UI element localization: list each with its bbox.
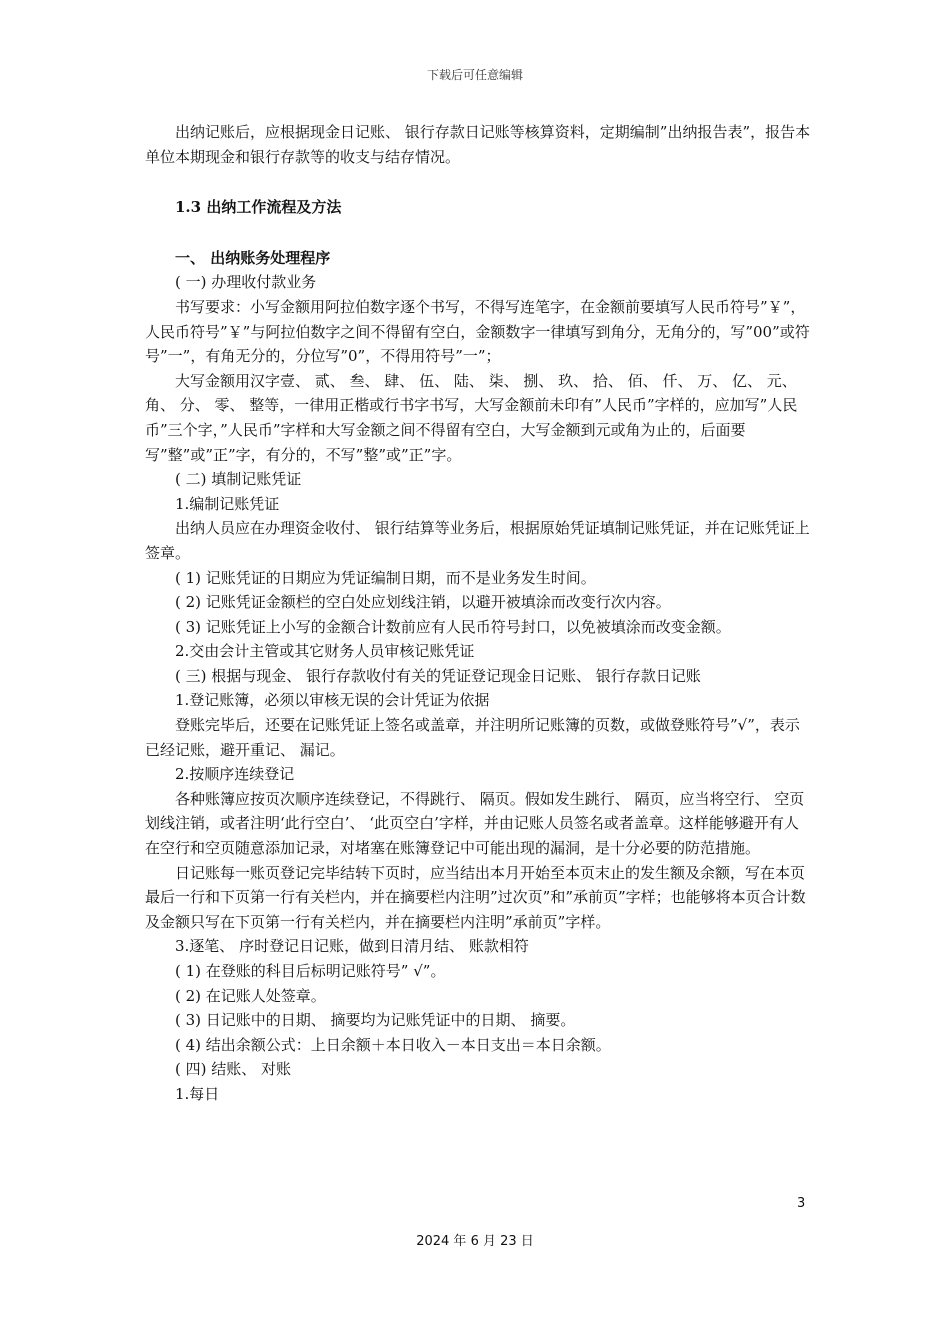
list-item: ( 3) 日记账中的日期、 摘要均为记账凭证中的日期、 摘要。 [175,1011,576,1030]
list-item: ( 四) 结账、 对账 [175,1060,292,1079]
paragraph: 书写要求：小写金额用阿拉伯数字逐个书写，不得写连笔字，在金额前要填写人民币符号”￥”，人民币符号”￥”与阿拉伯数字之间不得留有空白，金额数字一律填写到角分，无角分的，写”00”或符号”一”，有角无分的，分位写”0”，不得用符号”一”； [145,297,810,366]
list-item: ( 1) 在登账的科目后标明记账符号” √”。 [175,962,446,980]
document-body [145,120,813,1107]
list-item: 3.逐笔、 序时登记日记账，做到日清月结、 账款相符 [175,937,529,956]
subsection-heading: 一、 出纳账务处理程序 [175,248,331,267]
list-item: ( 三) 根据与现金、 银行存款收付有关的凭证登记现金日记账、 银行存款日记账 [175,666,701,685]
list-item: 1.编制记账凭证 [175,494,280,513]
list-item: ( 二) 填制记账凭证 [175,470,302,489]
paragraph: 各种账簿应按页次顺序连续登记，不得跳行、 隔页。假如发生跳行、 隔页，应当将空行、 空页划线注销，或者注明‘此行空白’、 ‘此页空白’字样，并由记账人员签名或者盖章。这样能够避开有人在空行和空页随意添加记录，对堵塞在账簿登记中可能出现的漏洞，是十分必要的防范措施。 [145,789,805,858]
footer-date: 2024 年 6 月 23 日 [416,1234,534,1249]
list-item: 1.每日 [175,1084,220,1103]
list-item: 2.按顺序连续登记 [175,765,295,784]
section-heading: 1.3 出纳工作流程及方法 [175,198,342,217]
list-item: 1.登记账簿，必须以审核无误的会计凭证为依据 [175,691,490,710]
paragraph: 大写金额用汉字壹、 贰、 叁、 肆、 伍、 陆、 柒、 捌、 玖、 拾、 佰、 仟、 万、 亿、 元、 角、 分、 零、 整等，一律用正楷或行书字书写，大写金额前未印有”人民币”字样的，应加写”人民币”三个字，”人民币”字样和大写金额之间不得留有空白，大写金额到元或角为止的，后面要写”整”或”正”字，有分的，不写”整”或”正”字。 [145,371,798,464]
paragraph: 出纳人员应在办理资金收付、 银行结算等业务后，根据原始凭证填制记账凭证，并在记账凭证上签章。 [145,519,810,562]
paragraph: 日记账每一账页登记完毕结转下页时，应当结出本月开始至本页末止的发生额及余额，写在本页最后一行和下页第一行有关栏内，并在摘要栏内注明”过次页”和”承前页”字样；也能够将本页合计数及金额只写在下页第一行有关栏内，并在摘要栏内注明”承前页”字样。 [145,863,806,931]
list-item: ( 2) 记账凭证金额栏的空白处应划线注销，以避开被填涂而改变行次内容。 [175,593,671,612]
paragraph: 登账完毕后，还要在记账凭证上签名或盖章，并注明所记账簿的页数，或做登账符号”√”，表示已经记账，避开重记、 漏记。 [145,716,800,759]
page-header: 下载后可任意编辑 [426,68,523,82]
list-item: ( 一) 办理收付款业务 [175,273,317,292]
page-number: 3 [797,1196,806,1211]
list-item: 2.交由会计主管或其它财务人员审核记账凭证 [175,642,475,661]
list-item: ( 1) 记账凭证的日期应为凭证编制日期，而不是业务发生时间。 [175,568,596,587]
list-item: ( 2) 在记账人处签章。 [175,986,326,1005]
list-item: ( 3) 记账凭证上小写的金额合计数前应有人民币符号封口，以免被填涂而改变金额。 [175,617,731,636]
paragraph: 出纳记账后，应根据现金日记账、 银行存款日记账等核算资料，定期编制”出纳报告表”，报告本单位本期现金和银行存款等的收支与结存情况。 [145,123,811,166]
list-item: ( 4) 结出余额公式：上日余额＋本日收入－本日支出＝本日余额。 [175,1035,611,1054]
